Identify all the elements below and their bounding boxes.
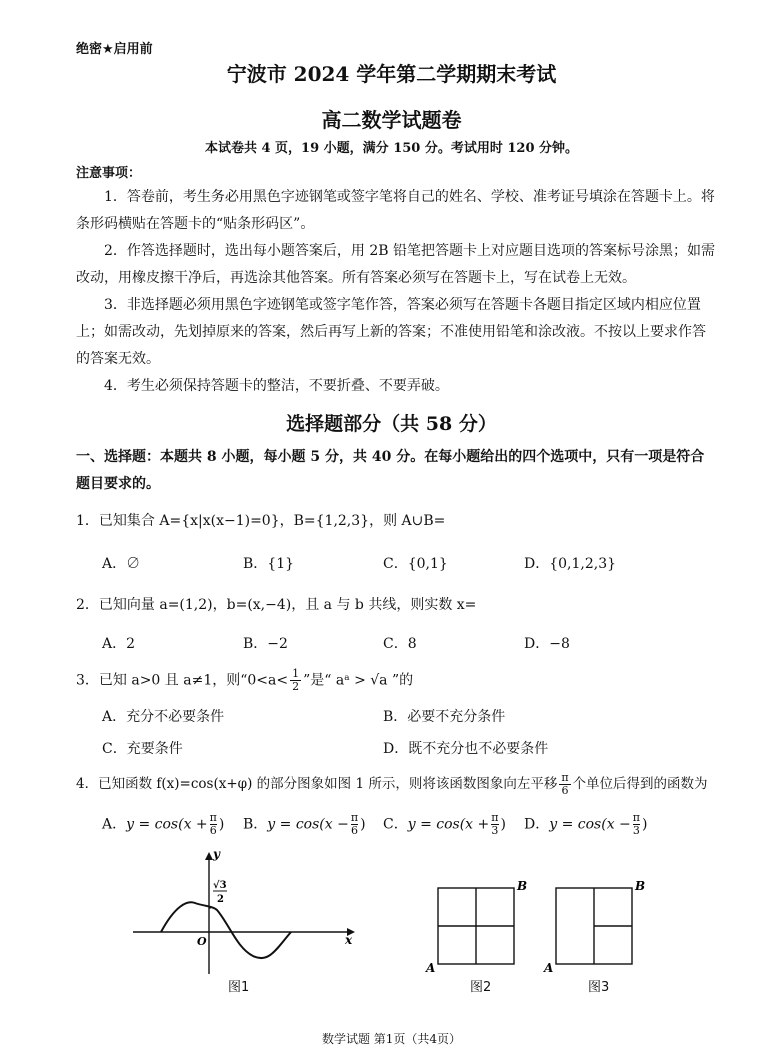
fig3-corner-b: B xyxy=(635,879,646,893)
q4-fraction xyxy=(559,772,570,797)
q2-option-d: D．−8 xyxy=(524,636,570,652)
q4-c-den: 3 xyxy=(491,824,499,837)
cosine-curve xyxy=(161,902,291,958)
notice-item-1: 1．答卷前，考生务必用黑色字迹钢笔或签字笔将自己的姓名、学校、准考证号填涂在答题卡上。将条形码横贴在答题卡的“贴条形码区”。 xyxy=(76,189,715,232)
q4-option-d xyxy=(524,812,647,837)
q2-option-b: B．−2 xyxy=(243,636,288,652)
notice-item-3: 3．非选择题必须用黑色字迹钢笔或签字笔作答，答案必须写在答题卡各题目指定区域内相应位置上；如需改动，先划掉原来的答案，然后再写上新的答案；不准使用铅笔和涂改液。不按以上要求作答的答案无效。 xyxy=(76,297,706,367)
q4-c-label: C． xyxy=(383,816,408,833)
q4-a-num: π xyxy=(209,811,217,824)
x-axis-label: x xyxy=(345,933,353,947)
q4-d-pre: y = cos(x − xyxy=(549,816,631,833)
q3-option-b: B．必要不充分条件 xyxy=(383,709,506,725)
q4-a-pre: y = cos(x + xyxy=(126,816,208,833)
q3-option-a: A．充分不必要条件 xyxy=(102,709,225,725)
q4-b-label: B． xyxy=(243,816,268,833)
origin-label: O xyxy=(197,935,207,948)
q2-option-a: A．2 xyxy=(102,636,136,652)
q3-fraction xyxy=(290,668,301,693)
q4-frac-num: π xyxy=(561,771,569,784)
y-axis-label: y xyxy=(213,848,220,861)
q4-d-post: ) xyxy=(642,816,648,833)
q4-d-fraction xyxy=(633,812,640,837)
q1-option-b: B．{1} xyxy=(243,556,295,572)
y-axis-arrow xyxy=(205,852,213,860)
q4-c-post: ) xyxy=(500,816,506,833)
q4-a-den: 6 xyxy=(209,824,217,837)
q4-option-b xyxy=(243,812,366,837)
fig2-corner-a: A xyxy=(426,961,436,974)
exam-info: 本试卷共 4 页，19 小题，满分 150 分。考试用时 120 分钟。 xyxy=(204,141,579,156)
part-heading: 一、选择题：本题共 8 小题，每小题 5 分，共 40 分。在每小题给出的四个选项中，只有一项是符合题目要求的。 xyxy=(76,449,705,492)
q2-option-c: C．8 xyxy=(383,636,417,652)
q3-stem-post: ”是“ aᵃ > √a ”的 xyxy=(303,672,414,689)
q4-d-num: π xyxy=(632,811,641,824)
question-1-stem: 1．已知集合 A={x|x(x−1)=0}，B={1,2,3}，则 A∪B= xyxy=(76,513,446,529)
q4-b-num: π xyxy=(350,811,359,824)
figure-3-caption: 图3 xyxy=(588,980,610,995)
intercept-num: √3 xyxy=(213,880,227,891)
q4-option-c xyxy=(383,812,506,837)
figure-1-graph xyxy=(125,848,365,980)
section-title: 选择题部分（共 58 分） xyxy=(286,413,497,435)
q4-b-fraction xyxy=(351,812,358,837)
q3-option-c: C．充要条件 xyxy=(102,741,183,757)
question-2-stem: 2．已知向量 a=(1,2)，b=(x,−4)，且 a 与 b 共线，则实数 x= xyxy=(76,597,477,613)
q4-c-pre: y = cos(x + xyxy=(407,816,490,833)
exam-subtitle: 高二数学试题卷 xyxy=(321,108,462,132)
fig3-corner-a: A xyxy=(544,961,554,974)
intercept-den: 2 xyxy=(217,894,224,905)
q4-c-num: π xyxy=(491,811,499,824)
q4-stem-post: 个单位后得到的函数为 xyxy=(572,776,708,792)
q1-option-d: D．{0,1,2,3} xyxy=(524,556,617,572)
notice-item-2: 2．作答选择题时，选出每小题答案后，用 2B 铅笔把答题卡上对应题目选项的答案标号涂黑；如需改动，用橡皮擦干净后，再选涂其他答案。所有答案必须写在答题卡上，写在试卷上无效。 xyxy=(76,243,716,286)
q4-frac-den: 6 xyxy=(561,784,569,797)
q4-b-pre: y = cos(x − xyxy=(267,816,349,833)
question-3-stem xyxy=(76,668,413,693)
figure-2-grid xyxy=(422,874,532,974)
q4-c-fraction xyxy=(491,812,498,837)
q4-option-a xyxy=(102,812,224,837)
q4-d-label: D． xyxy=(524,816,550,833)
q3-stem-pre: 3．已知 a>0 且 a≠1，则“0<a< xyxy=(76,672,289,689)
fig2-corner-b: B xyxy=(517,879,528,893)
q4-a-fraction xyxy=(210,812,217,837)
figure-3-grid xyxy=(540,874,650,974)
figure-1-caption: 图1 xyxy=(228,980,250,995)
q4-a-label: A． xyxy=(102,816,127,833)
q4-d-den: 3 xyxy=(632,824,640,837)
q1-option-a: A．∅ xyxy=(102,556,141,572)
q4-stem-pre: 4．已知函数 f(x)=cos(x+φ) 的部分图象如图 1 所示，则将该函数图象向左平移 xyxy=(76,776,558,792)
q3-frac-den: 2 xyxy=(292,680,300,693)
notice-heading: 注意事项： xyxy=(76,166,142,181)
notice-item-4: 4．考生必须保持答题卡的整洁，不要折叠、不要弄破。 xyxy=(104,378,449,394)
exam-title: 宁波市 2024 学年第二学期期末考试 xyxy=(226,62,557,86)
secret-mark: 绝密★启用前 xyxy=(76,42,153,57)
q4-a-post: ) xyxy=(218,816,225,833)
question-4-stem xyxy=(76,772,708,797)
q3-frac-num: 1 xyxy=(292,667,300,680)
q4-b-post: ) xyxy=(360,816,366,833)
q4-b-den: 6 xyxy=(350,824,358,837)
q1-option-c: C．{0,1} xyxy=(383,556,448,572)
page-footer: 数学试题 第1页（共4页） xyxy=(321,1032,462,1046)
figure-2-caption: 图2 xyxy=(470,980,492,995)
q3-option-d: D．既不充分也不必要条件 xyxy=(383,741,549,757)
